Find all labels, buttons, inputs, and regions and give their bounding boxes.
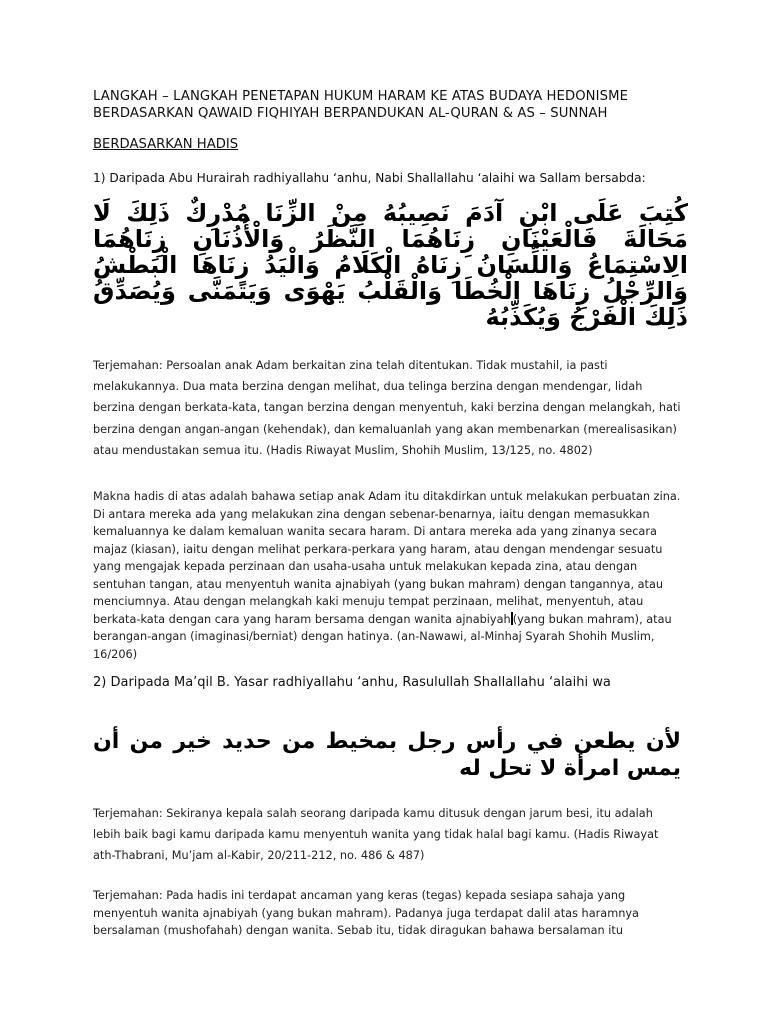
hadith-1-translation: Terjemahan: Persoalan anak Adam berkaitan zina telah ditentukan. Tidak mustahil, ia pasti melakukannya. Dua mata berzina dengan melihat, dua telinga berzina dengan mendengar, lidah berzina dengan berkata-kata, tangan berzina dengan menyentuh, kaki berzina dengan melangkah, hati berzina dengan angan-angan (kehendak), dan kemaluanlah yang akan membenarkan (merealisasikan) atau mendustakan semua itu. (Hadis Riwayat Muslim, Shohih Muslim, 13/125, no. 4802) [93, 359, 681, 457]
hadith-2-intro: 2) Daripada Ma’qil B. Yasar radhiyallahu ‘anhu, Rasulullah Shallallahu ‘alaihi wa [93, 675, 611, 690]
hadith-2-translation: Terjemahan: Sekiranya kepala salah seorang daripada kamu ditusuk dengan jarum besi, itu adalah lebih baik bagi kamu daripada kamu menyentuh wanita yang tidak halal bagi kamu. (Hadis Riwayat ath-Thabrani, Mu’jam al-Kabir, 20/211-212, no. 486 & 487) [93, 807, 659, 862]
title-line-1: LANGKAH – LANGKAH PENETAPAN HUKUM HARAM KE ATAS BUDAYA HEDONISME [93, 89, 629, 104]
hadith-2-explanation: Terjemahan: Pada hadis ini terdapat ancaman yang keras (tegas) kepada sesiapa sahaja yang menyentuh wanita ajnabiyah (yang bukan mahram). Padanya juga terdapat dalil atas haramnya bersalaman (mushofahah) dengan wanita. Sebab itu, tidak diragukan bahawa bersalaman itu [93, 889, 639, 937]
explanation-text-after-cursor: (yang bukan mahram), atau berangan-angan (imaginasi/berniat) dengan hatinya. (an-Nawawi, al-Minhaj Syarah Shohih Muslim, 16/206) [93, 612, 672, 661]
section-heading: BERDASARKAN HADIS [93, 137, 239, 152]
hadith-2-arabic: لأن يطعن في رأس رجل بمخيط من حديد خير من أن يمس امرأة لا تحل له [93, 729, 681, 781]
explanation-text-before-cursor: Makna hadis di atas adalah bahawa setiap anak Adam itu ditakdirkan untuk melakukan perbuatan zina. Di antara mereka ada yang melakukan zina dengan sebenar-benarnya, iaitu dengan memasukkan kemaluannya ke dalam kemaluan wanita secara haram. Di antara mereka ada yang zinanya secara majaz (kiasan), iaitu dengan melihat perkara-perkara yang haram, atau dengan mendengar sesuatu yang mengajak kepada perzinaan dan usaha-usaha untuk melakukan kepada zina, atau dengan sentuhan tangan, atau menyentuh wanita ajnabiyah (yang bukan mahram) dengan tangannya, atau menciumnya. Atau dengan melangkah kaki menuju tempat perzinaan, melihat, menyentuh, atau berkata-kata dengan cara yang haram bersama dengan wanita ajnabiyah [93, 490, 681, 626]
document-title [93, 88, 683, 122]
hadith-1-arabic: كُتِبَ عَلَى ابْنِ آدَمَ نَصِيبُهُ مِنْ الزِّنَا مُدْرِكٌ ذَلِكَ لَا مَحَالَةَ فَالْعَيْنَانِ زِنَاهُمَا النَّظَرُ وَالْأُذُنَانِ زِنَاهُمَا الِاسْتِمَاعُ وَاللِّسَانُ زِنَاهُ الْكَلَامُ وَالْيَدُ زِنَاهَا الْبَطْشُ وَالرِّجْلُ زِنَاهَا الْخُطَا وَالْقَلْبُ يَهْوَى وَيَتَمَنَّى وَيُصَدِّقُ ذَلِكَ الْفَرْجُ وَيُكَذِّبُهُ [93, 199, 688, 331]
hadith-1-intro: 1) Daripada Abu Hurairah radhiyallahu ‘anhu, Nabi Shallallahu ‘alaihi wa Sallam bersabda: [93, 171, 646, 185]
hadith-1-explanation[interactable] [93, 488, 683, 663]
title-line-2: BERDASARKAN QAWAID FIQHIYAH BERPANDUKAN AL-QURAN & AS – SUNNAH [93, 106, 608, 121]
